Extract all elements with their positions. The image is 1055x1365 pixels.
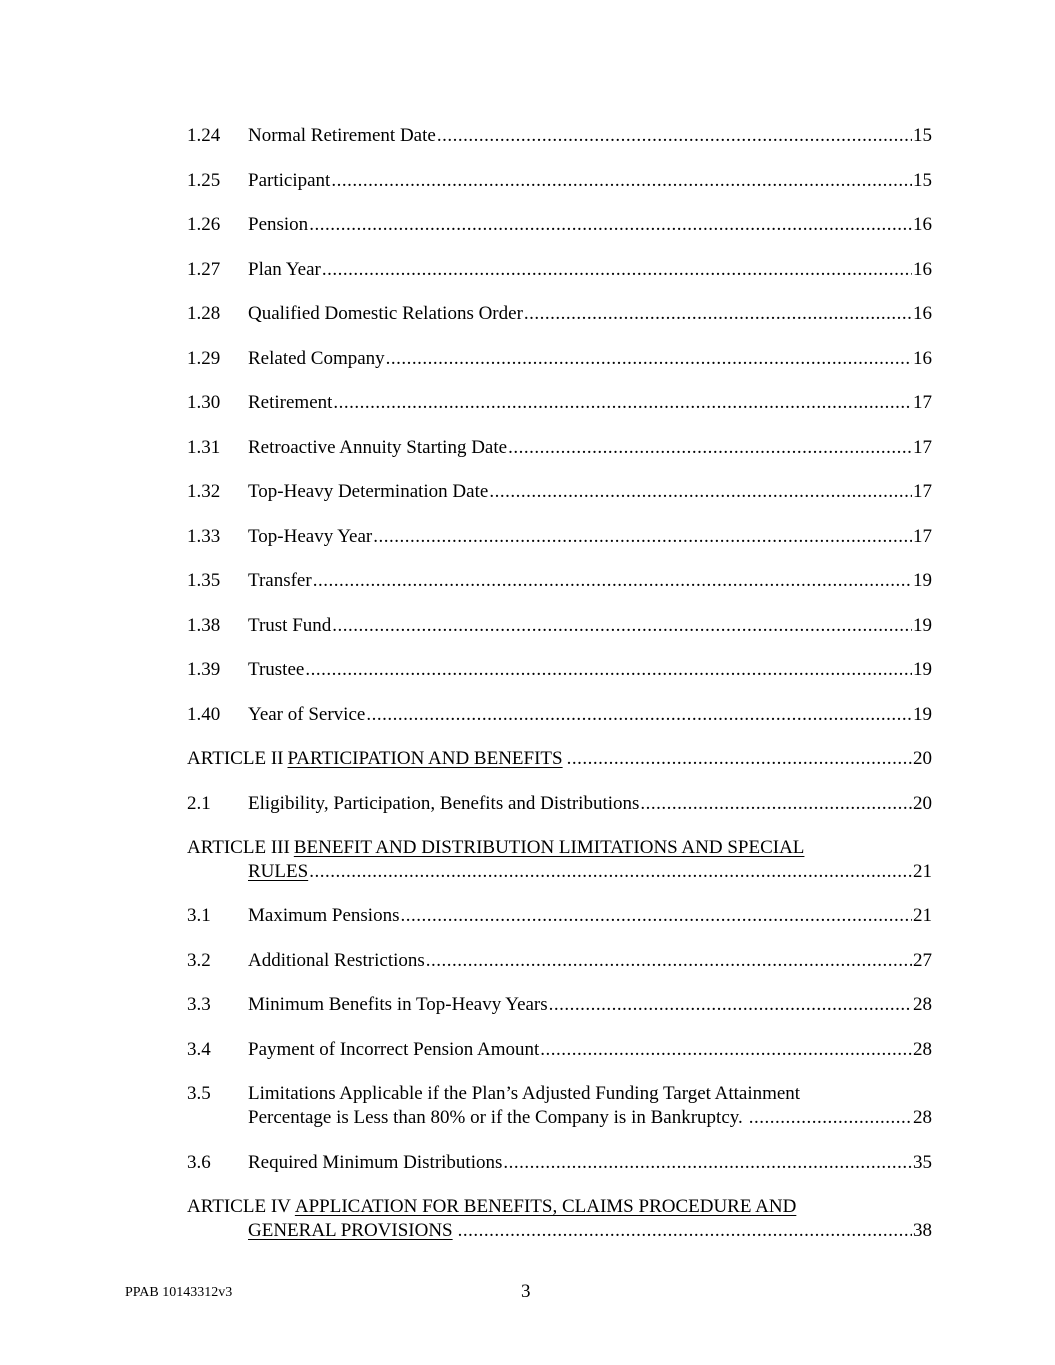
leader-dots: [333, 391, 912, 415]
entry-title: Payment of Incorrect Pension Amount: [248, 1039, 540, 1060]
entry-page: 38: [913, 1220, 932, 1241]
entry-title: Trustee: [248, 659, 305, 680]
entry-number: 1.26: [187, 214, 221, 235]
entry-number: 2.1: [187, 793, 211, 814]
entry-title: Maximum Pensions: [248, 905, 400, 926]
entry-page: 21: [913, 905, 932, 926]
toc-entry: [187, 525, 932, 549]
toc-entry: [187, 792, 932, 816]
entry-number: 1.28: [187, 303, 221, 324]
entry-title: Normal Retirement Date: [248, 125, 436, 146]
entry-page: 28: [913, 1039, 932, 1060]
entry-title: Eligibility, Participation, Benefits and Distributions: [248, 793, 640, 814]
leader-dots: [331, 169, 912, 193]
document-id: PPAB 10143312v3: [125, 1285, 233, 1300]
toc-entry: [187, 302, 932, 326]
entry-title: Qualified Domestic Relations Order: [248, 303, 523, 324]
toc-entry: [187, 904, 932, 928]
entry-title-line2: Percentage is Less than 80% or if the Company is in Bankruptcy.: [248, 1107, 743, 1128]
entry-title-line1: Limitations Applicable if the Plan’s Adjusted Funding Target Attainment: [248, 1083, 801, 1104]
entry-title: Retroactive Annuity Starting Date: [248, 437, 508, 458]
entry-page: 17: [913, 437, 932, 458]
leader-dots: [305, 658, 912, 682]
toc-article-heading-continued: [187, 1219, 932, 1243]
entry-page: 19: [913, 570, 932, 591]
toc-entry: [187, 391, 932, 415]
leader-dots: [489, 480, 912, 504]
leader-dots: [400, 904, 912, 928]
entry-page: 17: [913, 526, 932, 547]
entry-page: 16: [913, 259, 932, 280]
entry-number: 1.39: [187, 659, 221, 680]
leader-dots: [549, 993, 912, 1017]
leader-dots: [322, 258, 912, 282]
entry-number: 1.35: [187, 570, 221, 591]
entry-number: 3.4: [187, 1039, 211, 1060]
entry-number: 1.29: [187, 348, 221, 369]
toc-article-heading: [187, 836, 932, 860]
entry-number: 1.30: [187, 392, 221, 413]
toc-article-heading: [187, 747, 932, 771]
entry-page: 15: [913, 170, 932, 191]
entry-page: 27: [913, 950, 932, 971]
entry-page: 16: [913, 348, 932, 369]
article-prefix: ARTICLE II: [187, 748, 284, 769]
entry-title: Plan Year: [248, 259, 321, 280]
entry-number: 1.25: [187, 170, 221, 191]
entry-page: 28: [913, 994, 932, 1015]
entry-title: Pension: [248, 214, 309, 235]
entry-page: 19: [913, 659, 932, 680]
toc-entry: [187, 1038, 932, 1062]
article-title-line2: RULES: [248, 861, 309, 882]
entry-page: 20: [913, 748, 932, 769]
entry-title: Transfer: [248, 570, 312, 591]
leader-dots: [366, 703, 912, 727]
toc-entry: [187, 993, 932, 1017]
leader-dots: [540, 1038, 912, 1062]
entry-number: 3.2: [187, 950, 211, 971]
entry-title: Participant: [248, 170, 331, 191]
entry-number: 3.1: [187, 905, 211, 926]
entry-number: 1.32: [187, 481, 221, 502]
entry-title: Retirement: [248, 392, 333, 413]
leader-dots: [524, 302, 912, 326]
toc-entry: [187, 569, 932, 593]
toc-entry: [187, 614, 932, 638]
leader-dots: [309, 860, 912, 884]
article-prefix: ARTICLE IV: [187, 1196, 291, 1217]
entry-page: 17: [913, 392, 932, 413]
toc-entry: [187, 213, 932, 237]
entry-page: 16: [913, 214, 932, 235]
leader-dots: [373, 525, 912, 549]
entry-title: Minimum Benefits in Top-Heavy Years: [248, 994, 548, 1015]
entry-number: 1.27: [187, 259, 221, 280]
toc-entry: [187, 1151, 932, 1175]
leader-dots: [332, 614, 912, 638]
leader-dots: [426, 949, 912, 973]
leader-dots: [458, 1219, 912, 1243]
entry-number: 1.33: [187, 526, 221, 547]
entry-page: 15: [913, 125, 932, 146]
entry-title: Additional Restrictions: [248, 950, 425, 971]
article-title-line2: GENERAL PROVISIONS: [248, 1220, 453, 1241]
toc-entry: [187, 347, 932, 371]
toc-entry-continued: [187, 1106, 932, 1130]
toc-entry: [187, 949, 932, 973]
toc-entry: [187, 658, 932, 682]
entry-title: Required Minimum Distributions: [248, 1152, 503, 1173]
entry-title: Related Company: [248, 348, 385, 369]
entry-number: 1.24: [187, 125, 221, 146]
toc-entry: [187, 436, 932, 460]
entry-page: 20: [913, 793, 932, 814]
entry-number: 3.3: [187, 994, 211, 1015]
toc-entry: [187, 258, 932, 282]
toc-article-heading: [187, 1195, 932, 1219]
article-prefix: ARTICLE III: [187, 837, 290, 858]
entry-title: Trust Fund: [248, 615, 332, 636]
leader-dots: [386, 347, 912, 371]
toc-entry: [187, 124, 932, 148]
leader-dots: [313, 569, 912, 593]
toc-entry: [187, 480, 932, 504]
leader-dots: [567, 747, 912, 771]
entry-page: 35: [913, 1152, 932, 1173]
article-title-line1: BENEFIT AND DISTRIBUTION LIMITATIONS AND SPECIAL: [293, 837, 805, 858]
entry-number: 3.6: [187, 1152, 211, 1173]
toc-entry: [187, 703, 932, 727]
entry-number: 3.5: [187, 1083, 211, 1104]
entry-page: 17: [913, 481, 932, 502]
article-title-line1: APPLICATION FOR BENEFITS, CLAIMS PROCEDURE AND: [294, 1196, 797, 1217]
toc-article-heading-continued: [187, 860, 932, 884]
entry-title: Top-Heavy Year: [248, 526, 373, 547]
leader-dots: [437, 124, 912, 148]
entry-title: Year of Service: [248, 704, 366, 725]
entry-page: 28: [913, 1107, 932, 1128]
entry-number: 1.38: [187, 615, 221, 636]
entry-title: Top-Heavy Determination Date: [248, 481, 489, 502]
leader-dots: [508, 436, 912, 460]
entry-page: 21: [913, 861, 932, 882]
entry-page: 19: [913, 704, 932, 725]
entry-page: 16: [913, 303, 932, 324]
toc-entry: [187, 169, 932, 193]
toc-entry: [187, 1082, 932, 1106]
leader-dots: [749, 1106, 912, 1130]
leader-dots: [503, 1151, 912, 1175]
entry-number: 1.40: [187, 704, 221, 725]
entry-page: 19: [913, 615, 932, 636]
leader-dots: [640, 792, 912, 816]
leader-dots: [309, 213, 912, 237]
entry-number: 1.31: [187, 437, 221, 458]
article-title: PARTICIPATION AND BENEFITS: [287, 748, 563, 769]
page-number: 3: [521, 1281, 531, 1302]
